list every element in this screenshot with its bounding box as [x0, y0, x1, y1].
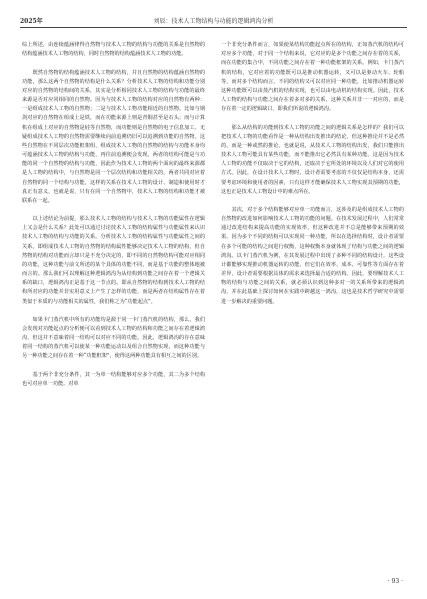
body-paragraph: 那么从结构的功能到技术人工物的功能之间的逻辑关系是怎样的？我们可以把技术人工物的功能看作是一种从结构出发推出的结论，但这种推论并不是必然的，而是一种或然的推论。也就是说，从技术人工物的结构出发，我们只能推出技术人工物可能具有某些功能，而不能推出它必然具有某种功能。这是因为技术人工物的功能不仅取决于它的结构，还取决于它所处的环境以及人们对它的使用方式。因此，在设计技术人工物时，设计者需要考虑的不仅仅是结构本身，还需要考虑环境和使用者的因素，只有这样才能确保技术人工物实现其预期的功能，这也正是技术人工物设计中的难点所在。: [221, 124, 404, 195]
page-number: · 93 ·: [387, 578, 403, 585]
body-paragraph: 一个非充分条件而言，如果使某结构功能起点所在的结构，正如蒸汽机的结构可对应多个功能，对于同一个结构来说，它对应的是多个功能之间存在着的关系，而在功能的集合中，不同功能之间存在着一种功能框架的关系。例如，卡门蒸汽机的结构，它对应着的功能既可以是推动机器运转，又可以是驱动火车、轮船等，而对多个结构而言，不同的结构又可以对应同一种功能，比如推动机器运转这种功能既可以由蒸汽机的结构实现，也可以由电动机的结构实现。因此，技术人工物的结构与功能之间存在着多对多的关系，这种关系并非一一对应的，而是存在着一定的逻辑缺口，即我们所说的逻辑鸿沟。: [221, 42, 404, 113]
header-rule: [20, 27, 407, 28]
body-paragraph: 如果卡门蒸汽机中所有的功能均是源于同一卡门蒸汽机的结构，那么，我们会发现对功能起点的分析便可以看到技术人工物的结构和功能之间存在着逻辑鸿沟，但这并不意味着同一结构可以对应不同的功能。因此，逻辑鸿沟的存在意味着同一结构的蒸汽机可以使某一种功能运动以及组合自然物实现，而这种功能与另一种功能之间存在着一种“功能框架”，使得这两种功能具有相互之间的区别。: [22, 316, 205, 360]
body-paragraph: 基于两个非充分条件，其一为单一结构能够对应多个功能，其二为多个结构也可对应单一功能。对单: [22, 371, 205, 387]
body-paragraph: 其次，对于多个结构能够对应单一功能而言，这涉及的是组成技术人工物的自然物的改进如何影响技术人工物的功能的问题。在技术发展过程中，人们常常通过改进结构来提高功能的实现效率，但这种改进并不总是能够带来预期的效果。因为多个不同的结构可以实现同一种功能，所以在选择结构时，设计者需要在多个可能的结构之间进行权衡，这种权衡本身就体现了结构与功能之间的逻辑鸿沟。以卡门蒸汽机为例，在其发展过程中出现了多种不同的结构设计，这些设计都能够实现推动机器运转的功能，但它们在效率、成本、可靠性等方面存在着差异，设计者需要根据具体的需求来选择最合适的结构。因此，要理解技术人工物的结构与功能之间的关系，就必须认识到这种多对一的关系所带来的逻辑鸿沟，并在此基础上探讨如何在实践中跨越这一鸿沟，这也是技术哲学研究中需要进一步解决的重要问题。: [221, 206, 404, 305]
left-column: [22, 32, 205, 398]
right-column: [221, 32, 404, 316]
body-paragraph: 既然自然物的结构蕴涵技术人工物的结构，并且自然物的结构蕴涵自然物的功能，那么这两个自然物的结构是什么关系？分析技术人工物的结构和功能分别对应的自然物的结构间的关系，其实是分析相同技术人工物的结构与功能的最终来源是否对应同相同的自然物。因为与技术人工物的结构对应的自然物有两种：一是组成技术人工物的自然物；二是与技术人工物功能相近的自然物。比如与钢剑对应的自然物在组成上是铁，而在功能来源上则是青铜甚至是石头；而与计算机在组成上对应的自然物是硅等自然物，而功能则是自然物的电子信息加工。无疑组成技术人工物的自然物需要继续向前追溯仍旧可以追溯到功能的自然物。这些自然物在不同层次功能框架组，组成技术人工物的自然物的结构与功能本身均可蕴涵技术人工物的结构与功能，再往前追溯便会发现，两者的结构可能是与功能的同一个自然物的结构与功能，因此作为技术人工物的两个面向的最终来源都是人工物的结构中，与自然物是同一个层次结构和功能相关的，两者共同对应着自然物的同一个结构与功能，这样的关系在技术人工物的设计、制造和使用时才真正有意义，也就是说，只有在同一个自然物中，技术人工物的结构和功能才被联系在一起。: [22, 69, 205, 204]
journal-year: 2025年: [20, 18, 43, 25]
body-paragraph: 综上所述，由连续蕴涵律得自然物与技术人工物的结构与功能的关系是自然物的结构蕴涵技术人工物的结构，同时自然物的结构蕴涵技术人工物的功能。: [22, 42, 205, 58]
body-paragraph: 以上述结论为前提，那么技术人工物的结构与技术人工物的功能属性在逻辑上又会是什么关系？此处可以通过讨论技术人工物的结构属性与功能属性来认识技术人工物的结构与功能的关系。分析技术人工物的结构属性与功能属性之间的关系。即组成技术人工物的自然物的结构属性能够决定技术人工物的结构，但自然物的结构对功能而言却只是不充分决定的，即不同的自然物结构可能对应相同的功能，这种功能与前文所述的某个具体的功能不同，而是基于功能的整体地被而言的。那么我们可以理解这种逻辑鸿沟为从结构到功能之间存在着一个逻辑关系的缺口，逻辑鸿沟正是基于这一节点的。即从自然物的结构到技术人工物的结构所对应的功能并非实用意义上产生了怎样的功能，而是两者在结构属性存在着类似于本质的与功能相关的属性，我们称之为“功能起点”。: [22, 216, 205, 305]
running-title: 刘辰：技术人工物结构与功能的逻辑鸿沟分析: [153, 18, 274, 25]
page-header: [20, 14, 407, 28]
